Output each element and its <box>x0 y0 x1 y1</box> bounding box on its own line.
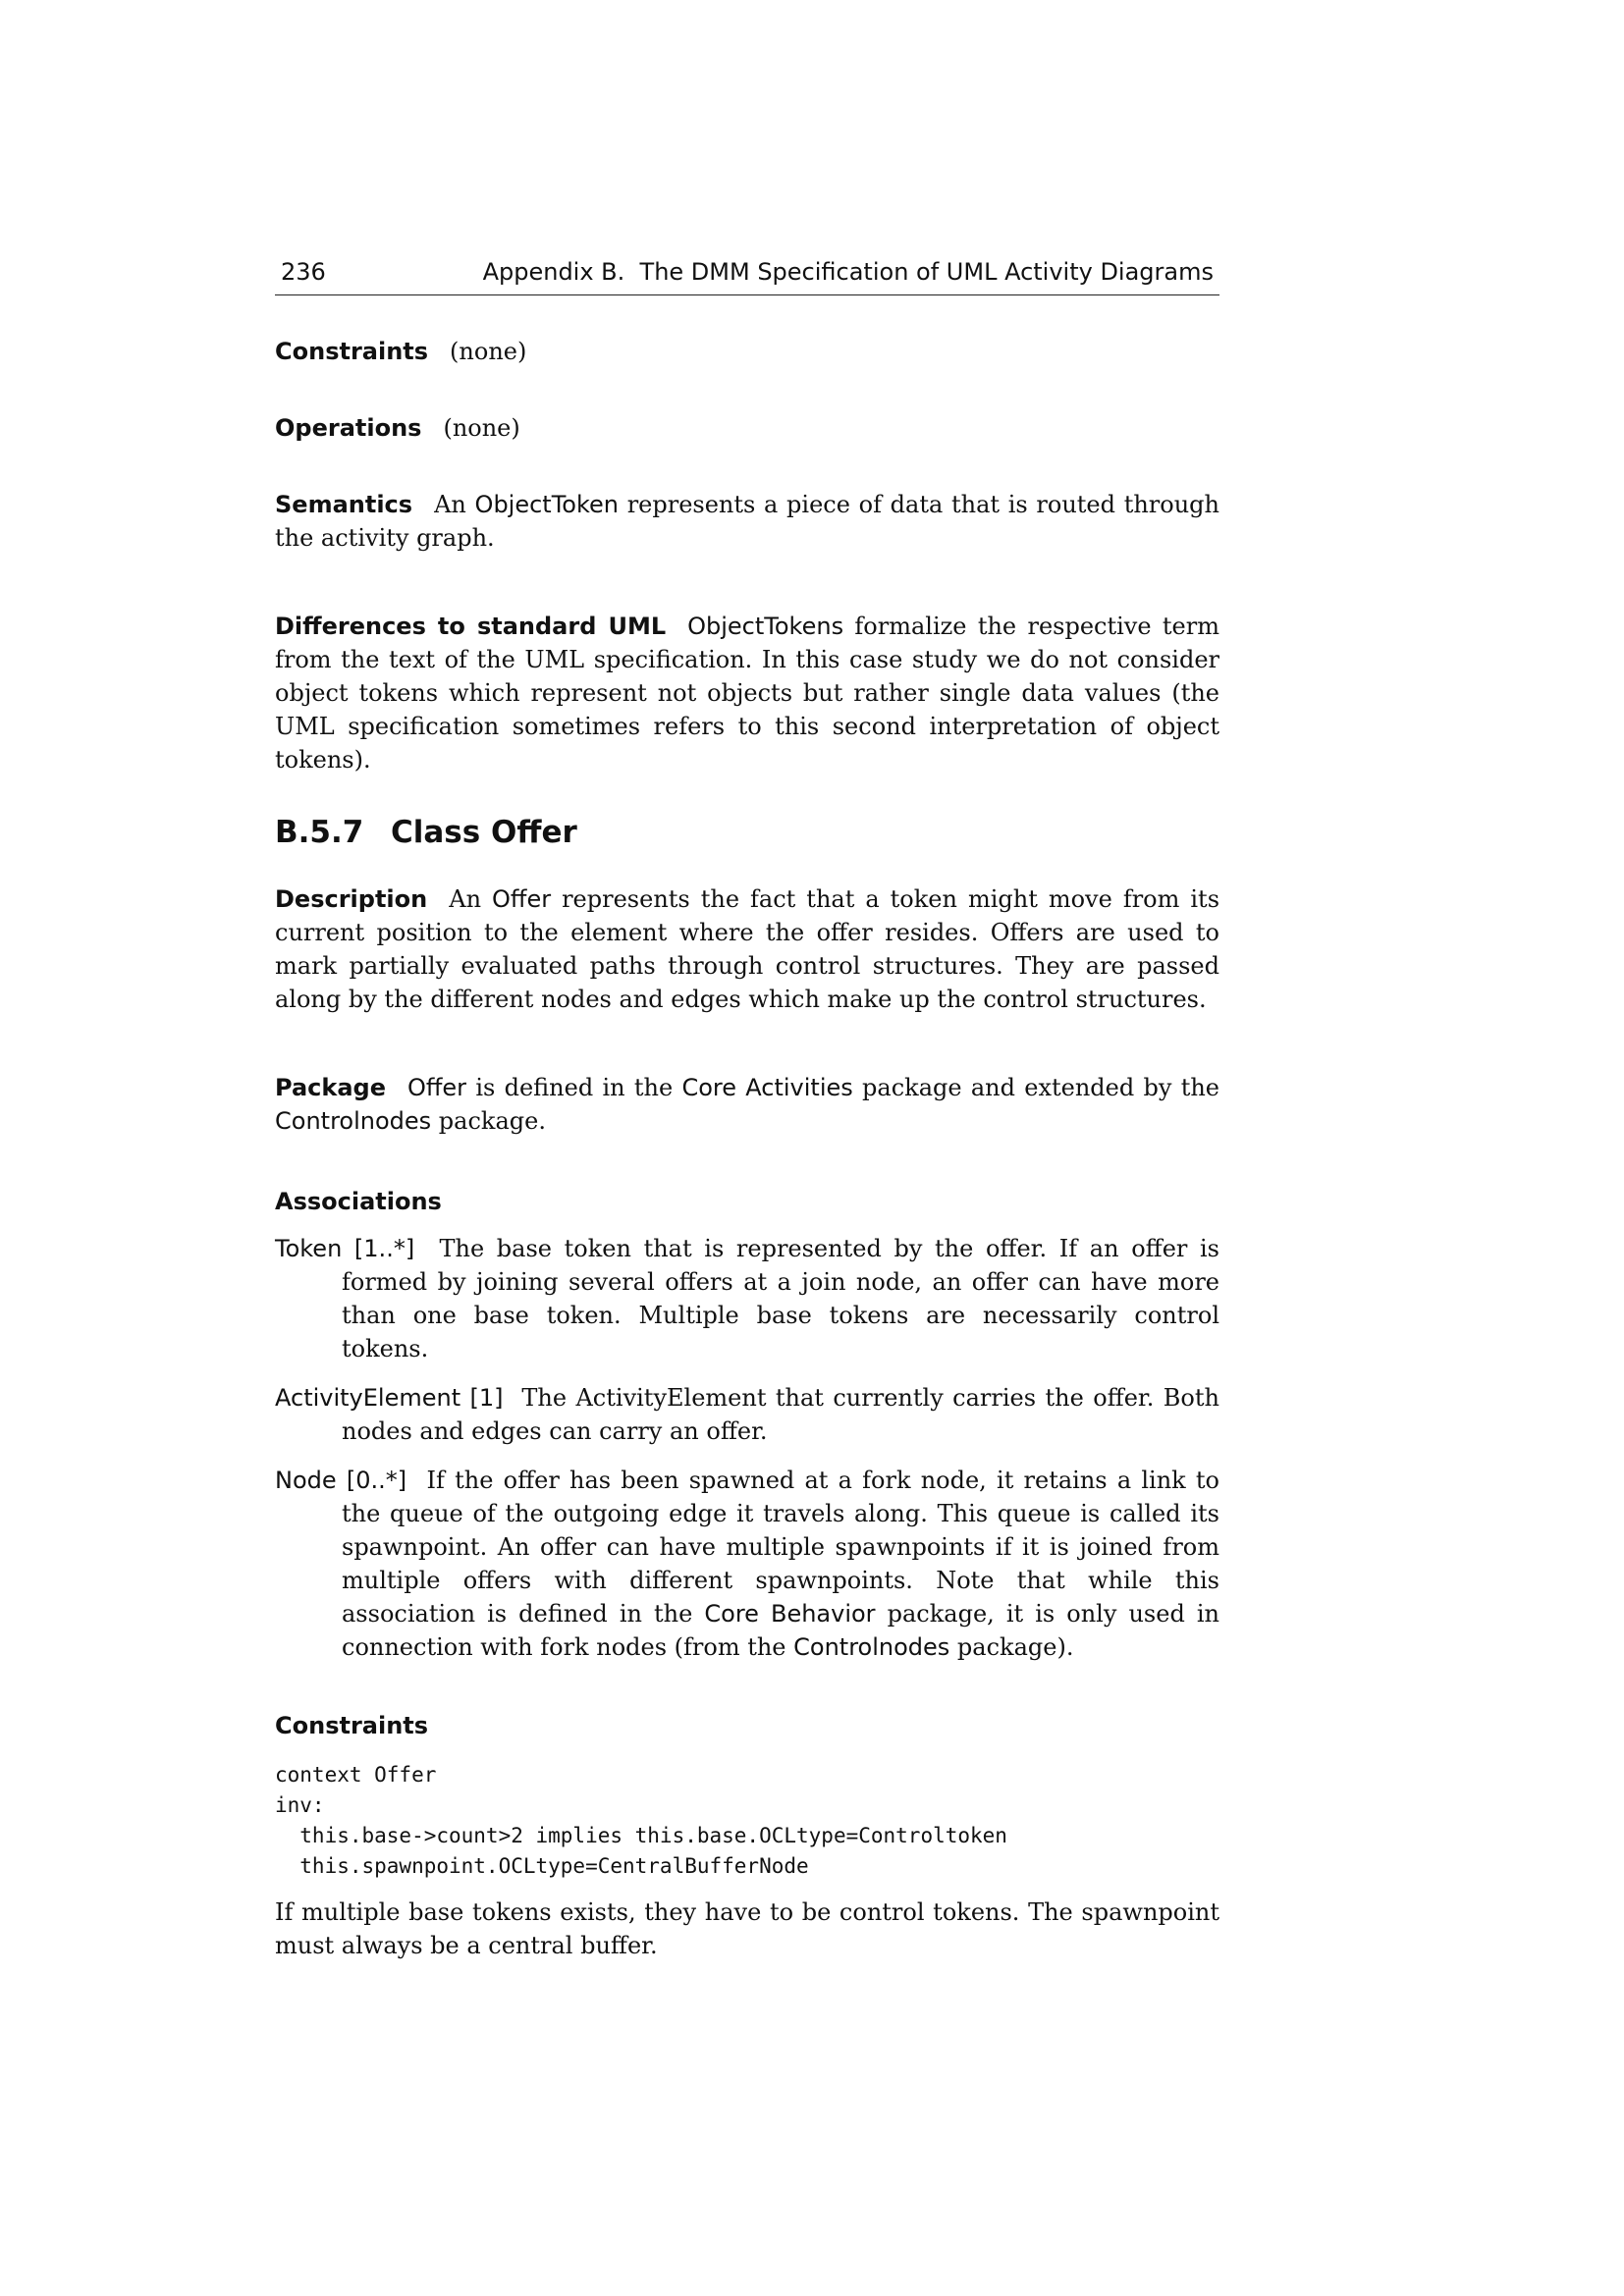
association-name: ActivityElement [1] <box>275 1384 504 1412</box>
package-text-end: package. <box>431 1107 546 1135</box>
section-number: B.5.7 <box>275 815 364 850</box>
description-label: Description <box>275 885 428 913</box>
package-text-mid: is defined in the <box>466 1074 682 1101</box>
semantics-label: Semantics <box>275 491 413 518</box>
associations-list <box>275 1232 1219 1664</box>
association-text-c: package). <box>949 1633 1074 1661</box>
description-paragraph <box>275 882 1219 1016</box>
operations-value: (none) <box>443 414 520 442</box>
package-text-mid2: package and extended by the <box>852 1074 1219 1101</box>
constraints-none-paragraph <box>275 335 1219 368</box>
page-number: 236 <box>281 258 326 286</box>
package-label: Package <box>275 1074 386 1101</box>
association-name: Node [0..*] <box>275 1467 407 1494</box>
core-behavior-term: Core Behavior <box>704 1600 876 1628</box>
semantics-text-before: An <box>434 491 475 518</box>
differences-paragraph <box>275 610 1219 776</box>
constraints-label: Constraints <box>275 338 429 365</box>
package-core-activities: Core Activities <box>681 1074 853 1101</box>
association-item <box>275 1464 1219 1664</box>
running-header <box>275 255 1219 295</box>
associations-heading: Associations <box>275 1188 442 1215</box>
association-text-a: If the offer has been spawned at a fork node, it retains a link to the queue of the outgoing edge it travels along. This queue is called its spawnpoint. An offer can have multiple spawnpoints if it is joined from multiple offers with different spawnpoints. Note that while this association is defined in the <box>342 1467 1219 1628</box>
description-text-after: represents the fact that a token might move from its current position to the element where the offer resides. Offers are used to mark partially evaluated paths through control structures. They are passed along by the different nodes and edges which make up the control structures. <box>275 885 1220 1013</box>
semantics-text-after: represents a piece of data that is routed through the activity graph. <box>275 491 1219 552</box>
objecttoken-term: ObjectToken <box>474 491 619 518</box>
association-name: Token [1..*] <box>275 1235 415 1262</box>
semantics-paragraph <box>275 488 1219 555</box>
operations-label: Operations <box>275 414 422 442</box>
differences-text: formalize the respective term from the text of the UML specification. In this case study we do not consider object tokens which represent not objects but rather single data values (the UML specification sometimes refers to this second interpretation of object tokens). <box>275 613 1219 774</box>
package-paragraph <box>275 1071 1219 1138</box>
document-page <box>275 255 1219 1962</box>
offer-term: Offer <box>492 885 552 913</box>
description-text-before: An <box>449 885 493 913</box>
association-text: The base token that is represented by the offer. If an offer is formed by joining several offers at a join node, an offer can have more than one base token. Multiple base tokens are necessarily control tokens. <box>342 1235 1220 1362</box>
section-title: Class Offer <box>391 815 577 850</box>
section-heading <box>275 816 1219 849</box>
operations-paragraph <box>275 411 1219 445</box>
constraints-value: (none) <box>450 338 527 365</box>
running-title: Appendix B. The DMM Specification of UML Activity Diagrams <box>482 258 1214 286</box>
differences-label: Differences to standard UML <box>275 613 667 640</box>
constraints-explanation: If multiple base tokens exists, they have to be control tokens. The spawnpoint must always be a central buffer. <box>275 1898 1219 1959</box>
association-text-b: package, it is only used in connection with fork nodes (from the <box>342 1600 1220 1661</box>
controlnodes-term: Controlnodes <box>793 1633 950 1661</box>
association-text: The ActivityElement that currently carries the offer. Both nodes and edges can carry an offer. <box>342 1384 1219 1445</box>
association-item <box>275 1381 1219 1448</box>
objecttokens-term: ObjectTokens <box>687 613 844 640</box>
package-offer-term: Offer <box>406 1074 467 1101</box>
ocl-code-block: context Offer inv: this.base->count>2 implies this.base.OCLtype=Controltoken this.spawnpoint.OCLtype=CentralBufferNode <box>275 1763 1007 1878</box>
association-item <box>275 1232 1219 1365</box>
constraints-heading: Constraints <box>275 1712 429 1739</box>
package-controlnodes: Controlnodes <box>275 1107 432 1135</box>
